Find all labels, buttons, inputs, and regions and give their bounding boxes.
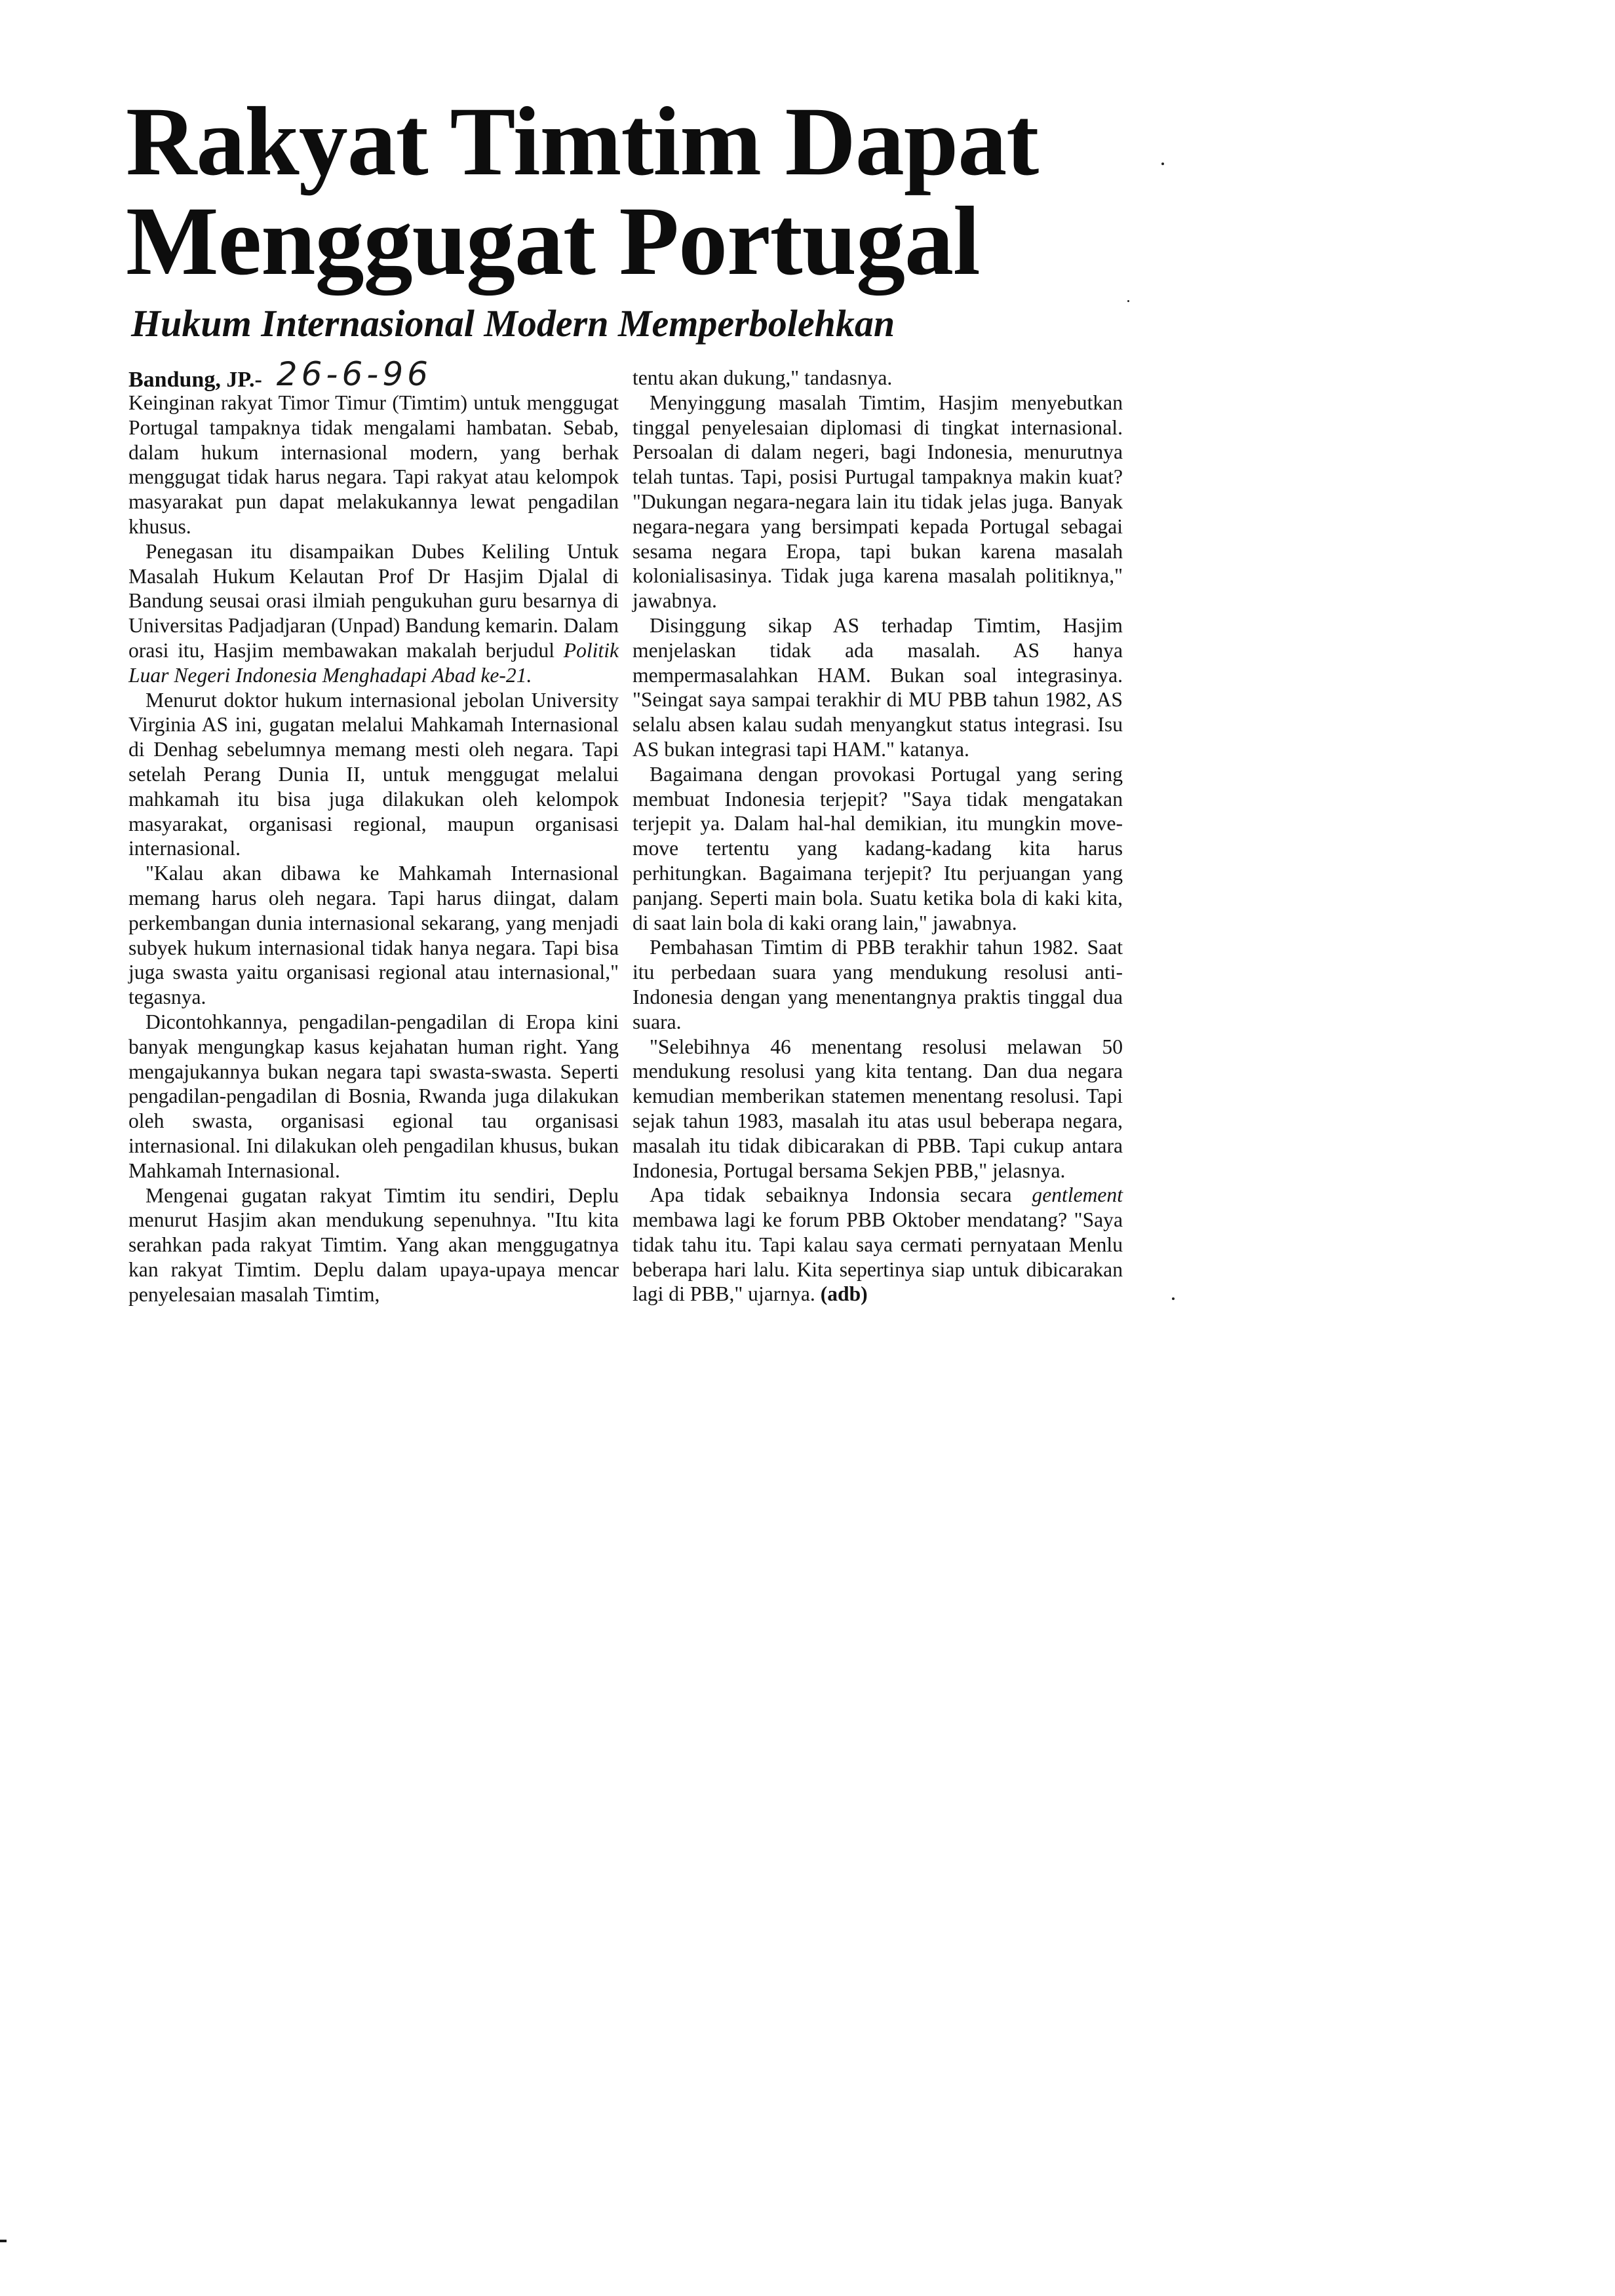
article-column-right — [632, 366, 1123, 1307]
paragraph: Menurut doktor hukum internasional jebolan University Virginia AS ini, gugatan melalui Mahkamah Internasional di Denhag sebelumnya memang mesti oleh negara. Tapi setelah Perang Dunia II, untuk menggugat melalui mahkamah itu bisa juga dilakukan oleh kelompok masyarakat, organisasi regional, maupun organisasi internasional. — [128, 688, 619, 860]
paragraph-lead: Keinginan rakyat Timor Timur (Timtim) untuk menggugat Portugal tampaknya tidak mengalami hambatan. Sebab, dalam hukum internasional modern, yang berhak menggugat tidak harus negara. Tapi rakyat atau kelompok masyarakat pun dapat melakukannya lewat pengadilan khusus. — [128, 391, 619, 538]
subheadline: Hukum Internasional Modern Memperbolehkan — [131, 302, 895, 345]
emphasized-word: gentlement — [1032, 1183, 1123, 1207]
paragraph: Mengenai gugatan rakyat Timtim itu sendiri, Deplu menurut Hasjim akan mendukung sepenuhnya. "Itu kita serahkan pada rakyat Timtim. Yang akan menggugatnya kan rakyat Timtim. Deplu dalam upaya-upaya mencar penyelesaian masalah Timtim, — [128, 1183, 619, 1306]
headline — [126, 87, 1175, 296]
dateline — [128, 355, 432, 393]
author-signature: (adb) — [820, 1282, 868, 1306]
scan-edge-mark — [0, 2240, 7, 2242]
paragraph: Disinggung sikap AS terhadap Timtim, Hasjim menjelaskan tidak ada masalah. AS hanya mempermasalahkan HAM. Bukan soal integrasinya. "Seingat saya sampai terakhir di MU PBB tahun 1982, AS selalu absen kalau sudah menyangkut status integrasi. Isu AS bukan integrasi tapi HAM." katanya. — [632, 613, 1123, 761]
article-column-left — [128, 391, 619, 1307]
paragraph: "Kalau akan dibawa ke Mahkamah Internasional memang harus oleh negara. Tapi harus diingat, dalam perkembangan dunia internasional sekarang, yang menjadi subyek hukum internasional tidak hanya negara. Tapi bisa juga swasta yaitu organisasi regional atau internasional," tegasnya. — [128, 862, 619, 1009]
paragraph: Bagaimana dengan provokasi Portugal yang sering membuat Indonesia terjepit? "Saya tidak mengatakan terjepit ya. Dalam hal-hal demikian, itu mungkin move-move tertentu yang kadang-kadang kita harus perhitungkan. Bagaimana terjepit? Itu perjuangan yang panjang. Seperti main bola. Suatu ketika bola di kaki kita, di saat lain bola di kaki orang lain," jawabnya. — [632, 762, 1123, 934]
handwritten-date: 26-6-96 — [276, 355, 432, 393]
scan-speck — [1127, 300, 1129, 302]
scan-speck — [1161, 163, 1164, 165]
paragraph-text: Penegasan itu disampaikan Dubes Keliling Untuk Masalah Hukum Kelautan Prof Dr Hasjim Djalal di Bandung seusai orasi ilmiah pengukuhan guru besarnya di Universitas Padjadjaran (Unpad) Bandung kemarin. Dalam orasi itu, Hasjim membawakan makalah berjudul — [128, 539, 619, 662]
paragraph: "Selebihnya 46 menentang resolusi melawan 50 mendukung resolusi yang kita tentang. Dan dua negara kemudian memberikan statemen menentang resolusi. Tapi sejak tahun 1983, masalah itu atas usul beberapa negara, masalah itu tidak dibicarakan di PBB. Tapi cukup antara Indonesia, Portugal bersama Sekjen PBB," jelasnya. — [632, 1035, 1123, 1182]
paragraph: Pembahasan Timtim di PBB terakhir tahun 1982. Saat itu perbedaan suara yang mendukung resolusi anti-Indonesia dengan yang menentangnya praktis tinggal dua suara. — [632, 936, 1123, 1033]
paragraph — [632, 1183, 1123, 1307]
headline-line-2: Menggugat Portugal — [126, 187, 980, 296]
speech-title: Politik Luar Negeri Indonesia Menghadapi Abad ke-21. — [128, 638, 619, 687]
paragraph: Dicontohkannya, pengadilan-pengadilan di Eropa kini banyak mengungkap kasus kejahatan human right. Yang mengajukannya bukan negara tapi swasta-swasta. Seperti pengadilan-pengadilan di Bosnia, Rwanda juga dilakukan oleh swasta, organisasi egional tau organisasi internasional. Ini dilakukan oleh pengadilan khusus, bukan Mahkamah Internasional. — [128, 1010, 619, 1182]
paragraph: Menyinggung masalah Timtim, Hasjim menyebutkan tinggal penyelesaian diplomasi di tingkat internasional. Persoalan di dalam negeri, bagi Indonesia, menurutnya telah tuntas. Tapi, posisi Purtugal tampaknya makin kuat? "Dukungan negara-negara lain itu tidak jelas juga. Banyak negara-negara yang bersimpati kepada Portugal sebagai sesama negara Eropa, tapi bukan karena masalah kolonialisasinya. Tidak juga karena masalah politiknya," jawabnya. — [632, 391, 1123, 613]
dateline-place: Bandung, JP.- — [128, 368, 262, 392]
paragraph-text: Apa tidak sebaiknya Indonsia secara — [650, 1183, 1032, 1207]
scan-speck — [1172, 1297, 1175, 1300]
paragraph — [128, 539, 619, 688]
paragraph-continued: tentu akan dukung," tandasnya. — [632, 366, 893, 389]
headline-line-1: Rakyat Timtim Dapat — [126, 87, 1039, 196]
paragraph-text: membawa lagi ke forum PBB Oktober mendatang? "Saya tidak tahu itu. Tapi kalau saya cermati pernyataan Menlu beberapa hari lalu. Kita sepertinya siap untuk dibicarakan lagi di PBB," ujarnya. — [632, 1208, 1123, 1306]
